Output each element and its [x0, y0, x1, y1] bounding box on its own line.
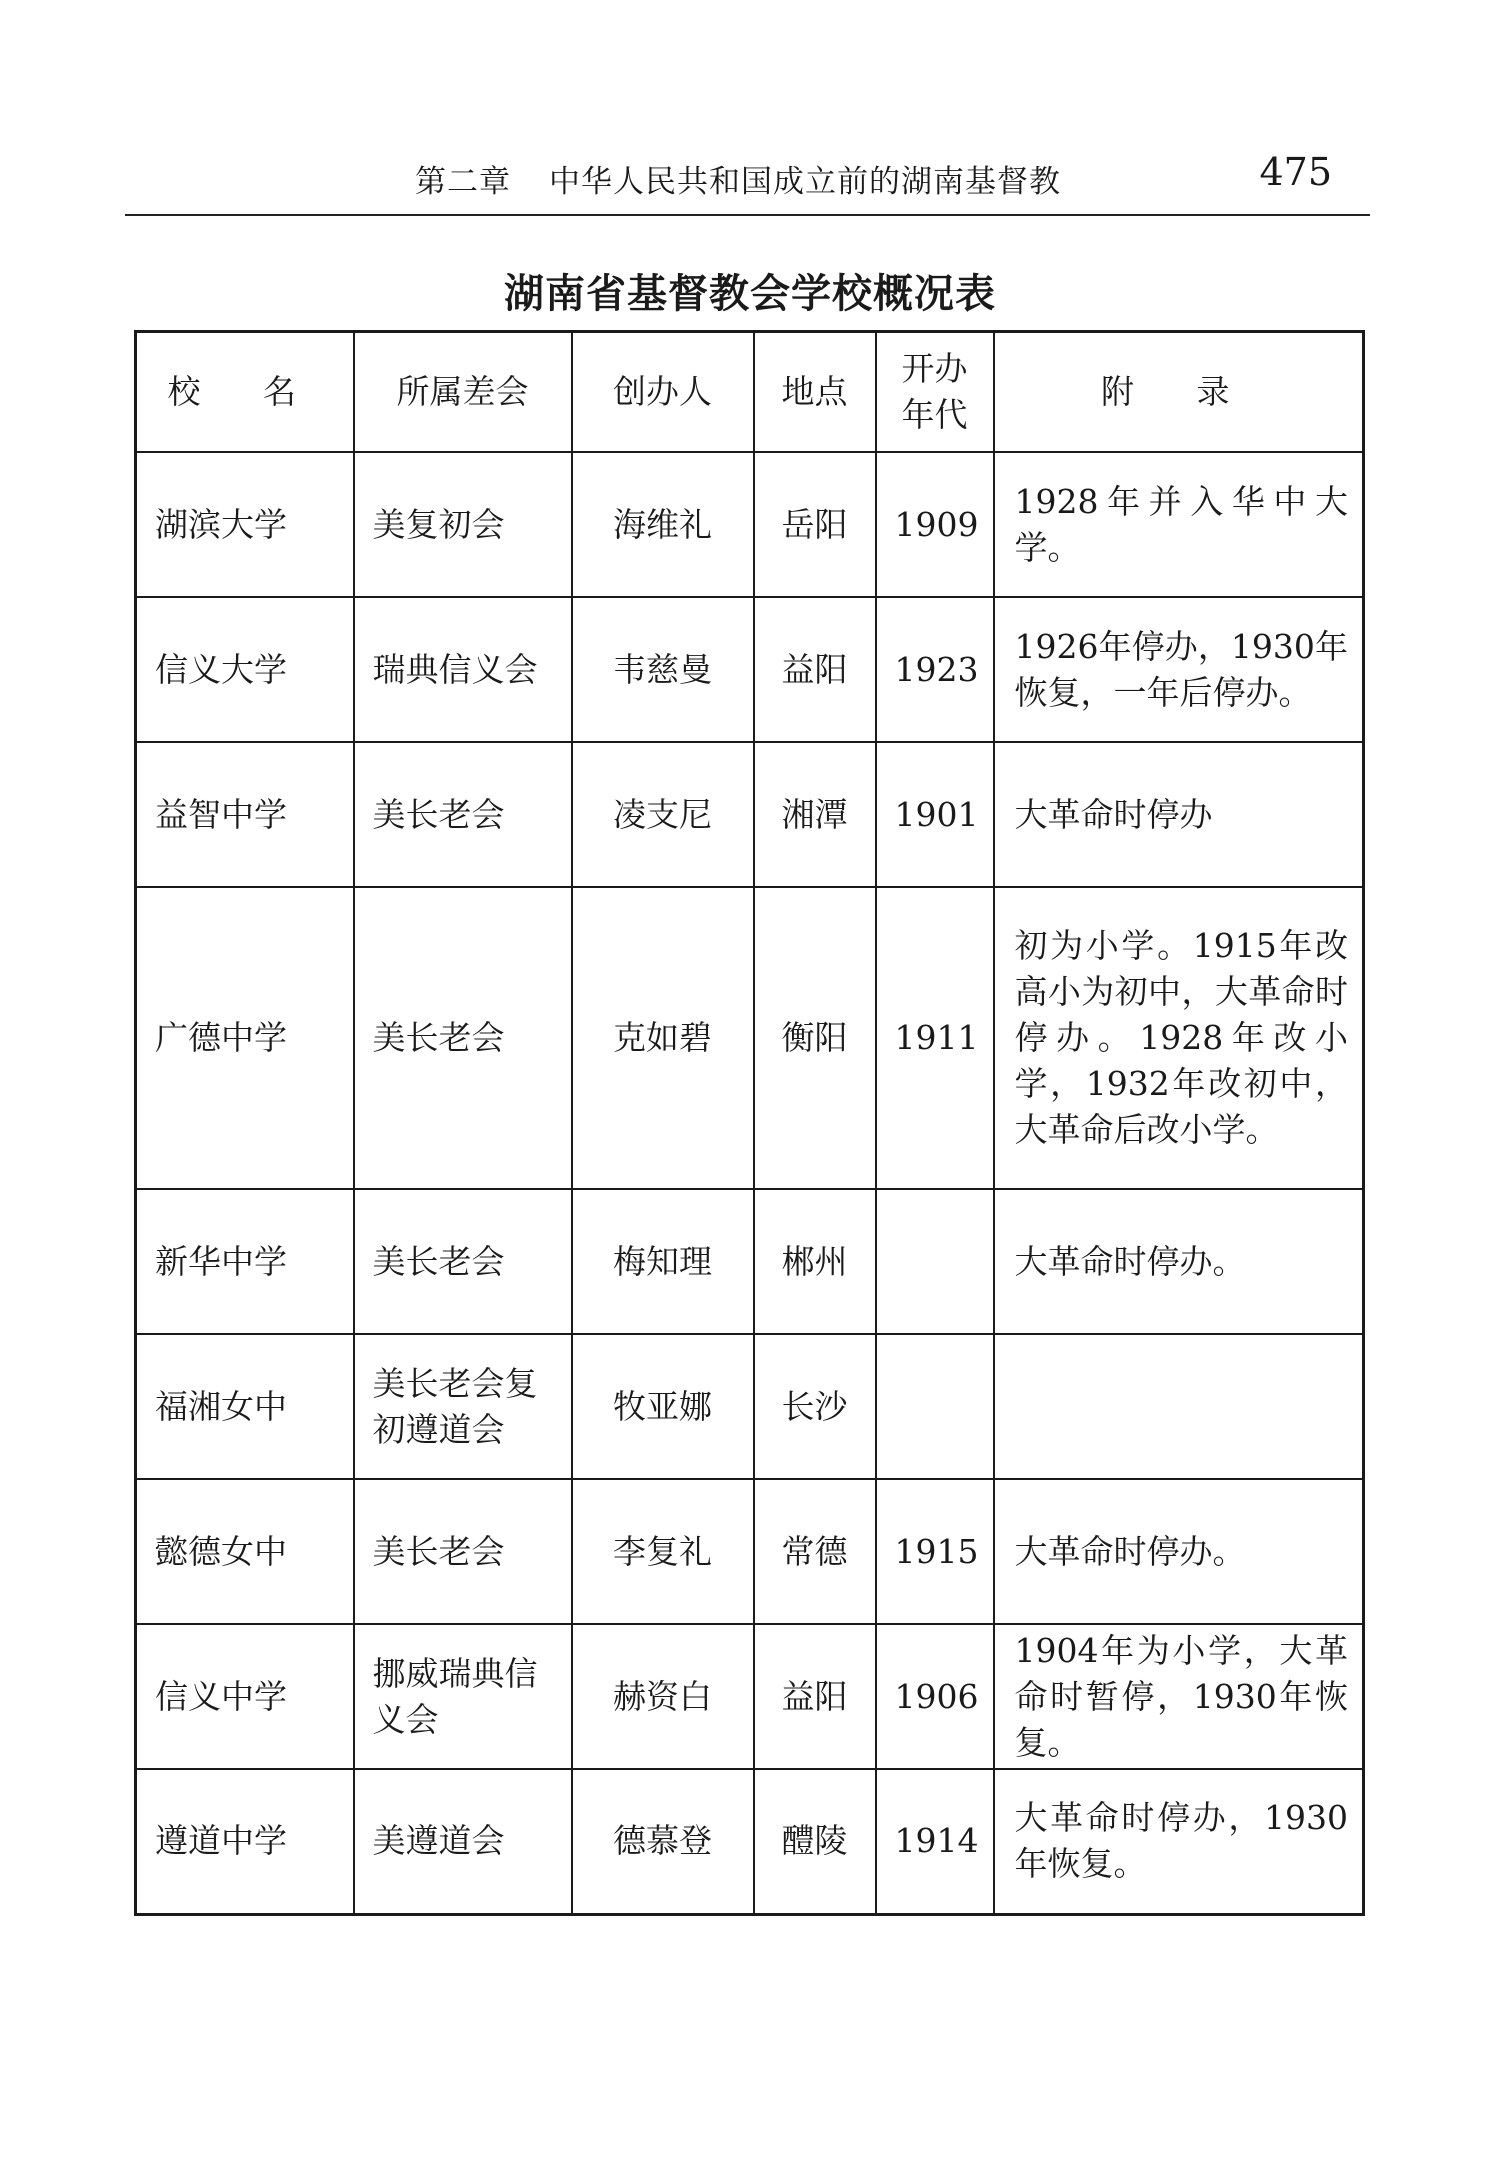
mission-name: 美长老会: [354, 742, 572, 887]
founder-name: 凌支尼: [572, 742, 754, 887]
mission-name: 美遵道会: [354, 1769, 572, 1914]
school-name: 遵道中学: [136, 1769, 354, 1914]
mission-name: 瑞典信义会: [354, 597, 572, 742]
note-text: 大革命时停办。: [994, 1479, 1364, 1624]
table-row: [136, 1479, 1364, 1624]
school-name: 新华中学: [136, 1189, 354, 1334]
school-name: 福湘女中: [136, 1334, 354, 1479]
note-text: 初为小学。1915年改高小为初中，大革命时停办。1928年改小学，1932年改初中，大革命后改小学。: [994, 887, 1364, 1189]
school-name: 信义大学: [136, 597, 354, 742]
school-name: 懿德女中: [136, 1479, 354, 1624]
schools-table: [134, 330, 1365, 1916]
mission-name: 美长老会: [354, 1189, 572, 1334]
table-title: 湖南省基督教会学校概况表: [504, 271, 996, 317]
founder-name: 赫资白: [572, 1624, 754, 1769]
note-text: 1904年为小学，大革命时暂停，1930年恢复。: [994, 1624, 1364, 1769]
note-text: 1928年并入华中大学。: [994, 452, 1364, 597]
founder-name: 海维礼: [572, 452, 754, 597]
note-text: 大革命时停办，1930年恢复。: [994, 1769, 1364, 1914]
note-text: 大革命时停办: [994, 742, 1364, 887]
place-name: 益阳: [754, 1624, 876, 1769]
note-text: [994, 1334, 1364, 1479]
founding-year: 1909: [876, 452, 994, 597]
table-row: [136, 1189, 1364, 1334]
school-name: 信义中学: [136, 1624, 354, 1769]
place-name: 长沙: [754, 1334, 876, 1479]
chapter-heading: [415, 156, 1061, 201]
founder-name: 梅知理: [572, 1189, 754, 1334]
place-name: 醴陵: [754, 1769, 876, 1914]
mission-name: 美复初会: [354, 452, 572, 597]
table-row: [136, 452, 1364, 597]
founding-year: 1911: [876, 887, 994, 1189]
mission-name: 美长老会: [354, 1479, 572, 1624]
table-row: [136, 1334, 1364, 1479]
place-name: 益阳: [754, 597, 876, 742]
header-founder: 创办人: [572, 332, 754, 453]
place-name: 岳阳: [754, 452, 876, 597]
note-text: 大革命时停办。: [994, 1189, 1364, 1334]
table-row: [136, 1624, 1364, 1769]
school-name: 广德中学: [136, 887, 354, 1189]
chapter-label: 第二章: [415, 164, 511, 200]
place-name: 郴州: [754, 1189, 876, 1334]
chapter-title: 中华人民共和国成立前的湖南基督教: [549, 164, 1061, 200]
place-name: 湘潭: [754, 742, 876, 887]
header-year: 开办年代: [876, 332, 994, 453]
school-name: 湖滨大学: [136, 452, 354, 597]
school-name: 益智中学: [136, 742, 354, 887]
header-mission: 所属差会: [354, 332, 572, 453]
header-note: 附 录: [994, 332, 1364, 453]
founder-name: 克如碧: [572, 887, 754, 1189]
table-row: [136, 597, 1364, 742]
page-number: 475: [1259, 150, 1332, 194]
founder-name: 德慕登: [572, 1769, 754, 1914]
table-row: [136, 1769, 1364, 1914]
founding-year: 1915: [876, 1479, 994, 1624]
founding-year: [876, 1189, 994, 1334]
founding-year: 1901: [876, 742, 994, 887]
founder-name: 牧亚娜: [572, 1334, 754, 1479]
founder-name: 韦慈曼: [572, 597, 754, 742]
header-place: 地点: [754, 332, 876, 453]
founding-year: 1914: [876, 1769, 994, 1914]
place-name: 常德: [754, 1479, 876, 1624]
mission-name: 美长老会复初遵道会: [354, 1334, 572, 1479]
table-header-row: [136, 332, 1364, 453]
table-row: [136, 887, 1364, 1189]
founding-year: [876, 1334, 994, 1479]
place-name: 衡阳: [754, 887, 876, 1189]
header-name: 校 名: [136, 332, 354, 453]
note-text: 1926年停办，1930年恢复，一年后停办。: [994, 597, 1364, 742]
running-head: [125, 150, 1370, 216]
founder-name: 李复礼: [572, 1479, 754, 1624]
mission-name: 美长老会: [354, 887, 572, 1189]
table-row: [136, 742, 1364, 887]
founding-year: 1906: [876, 1624, 994, 1769]
founding-year: 1923: [876, 597, 994, 742]
mission-name: 挪威瑞典信义会: [354, 1624, 572, 1769]
